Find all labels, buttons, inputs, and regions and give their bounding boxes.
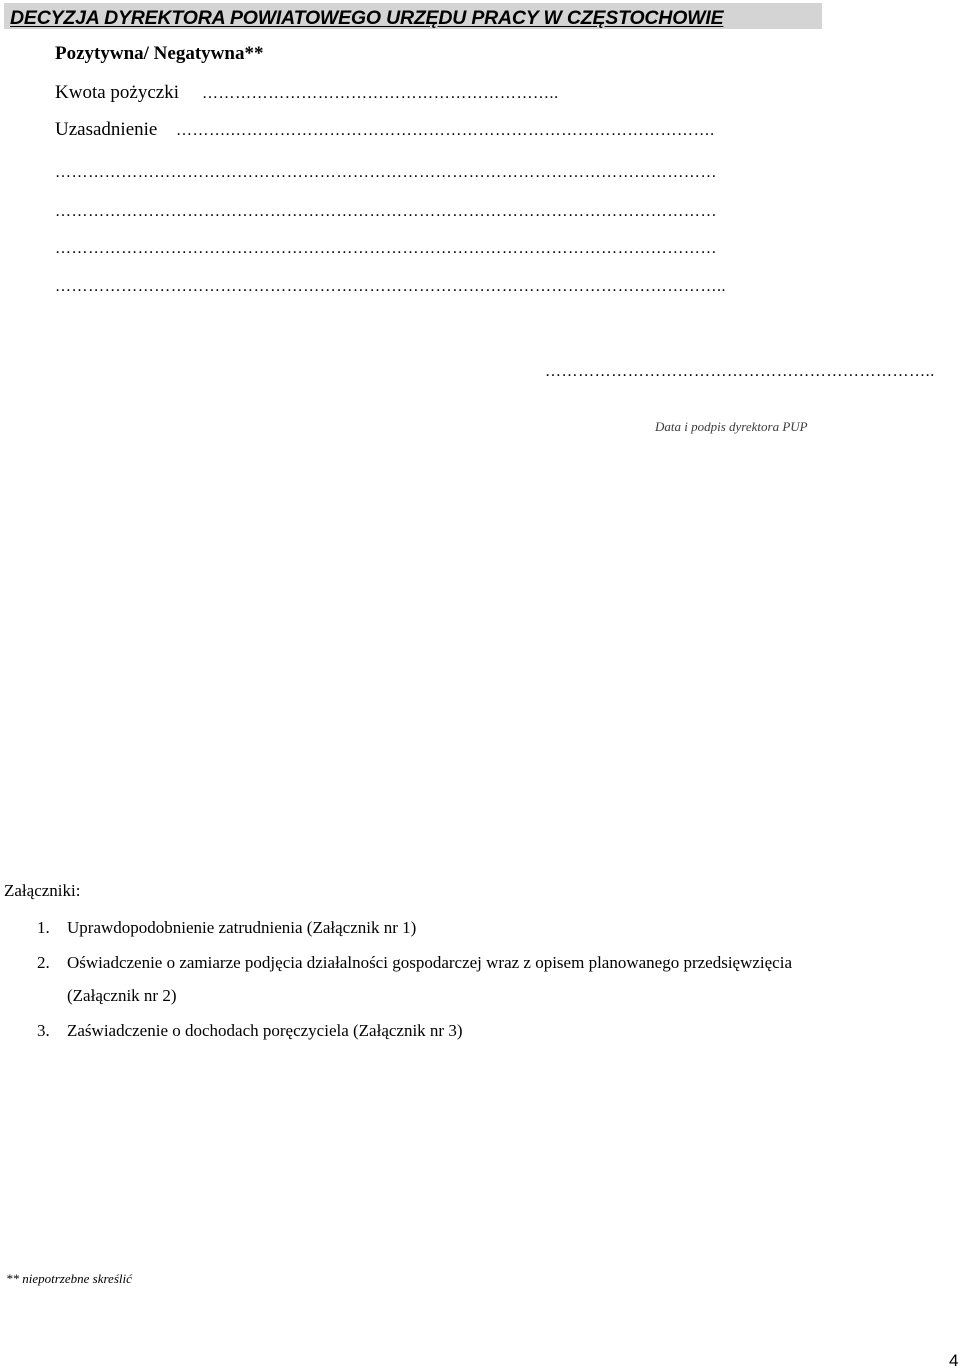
- attachment-text: Zaświadczenie o dochodach poręczyciela (Załącznik nr 3): [67, 1021, 463, 1040]
- attachments-title: Załączniki:: [4, 881, 81, 900]
- justification-dots-line: …………………………………………………………………………………………………………: [55, 164, 717, 181]
- signature-caption: Data i podpis dyrektora PUP: [655, 419, 808, 434]
- loan-amount-label: Kwota pożyczki: [55, 82, 179, 103]
- justification-dots-first: ……….…………………………………………………………………………….: [176, 122, 715, 139]
- justification-dots-line: …………………………………………………………………………………………………………..: [55, 278, 727, 295]
- document-header-band: [4, 3, 822, 29]
- justification-label: Uzasadnienie: [55, 119, 158, 140]
- footnote: ** niepotrzebne skreślić: [6, 1271, 132, 1286]
- document-heading: DECYZJA DYREKTORA POWIATOWEGO URZĘDU PRACY W CZĘSTOCHOWIE: [10, 7, 724, 29]
- attachment-number: 3.: [37, 1021, 50, 1040]
- attachment-number: 1.: [37, 918, 50, 937]
- attachment-text-continued: (Załącznik nr 2): [67, 986, 177, 1005]
- justification-dots-line: …………………………………………………………………………………………………………: [55, 203, 717, 220]
- decision-type: Pozytywna/ Negatywna**: [55, 43, 264, 64]
- attachment-text: Uprawdopodobnienie zatrudnienia (Załącznik nr 1): [67, 918, 417, 937]
- loan-amount-dots: ………………………………………………………..: [202, 85, 559, 102]
- attachment-number: 2.: [37, 953, 50, 972]
- justification-dots-line: …………………………………………………………………………………………………………: [55, 240, 717, 257]
- signature-dots: ……………………………………………………………..: [545, 363, 935, 380]
- attachment-text: Oświadczenie o zamiarze podjęcia działalności gospodarczej wraz z opisem planowanego przedsięwzięcia: [67, 953, 792, 972]
- page-number: 4: [949, 1351, 959, 1370]
